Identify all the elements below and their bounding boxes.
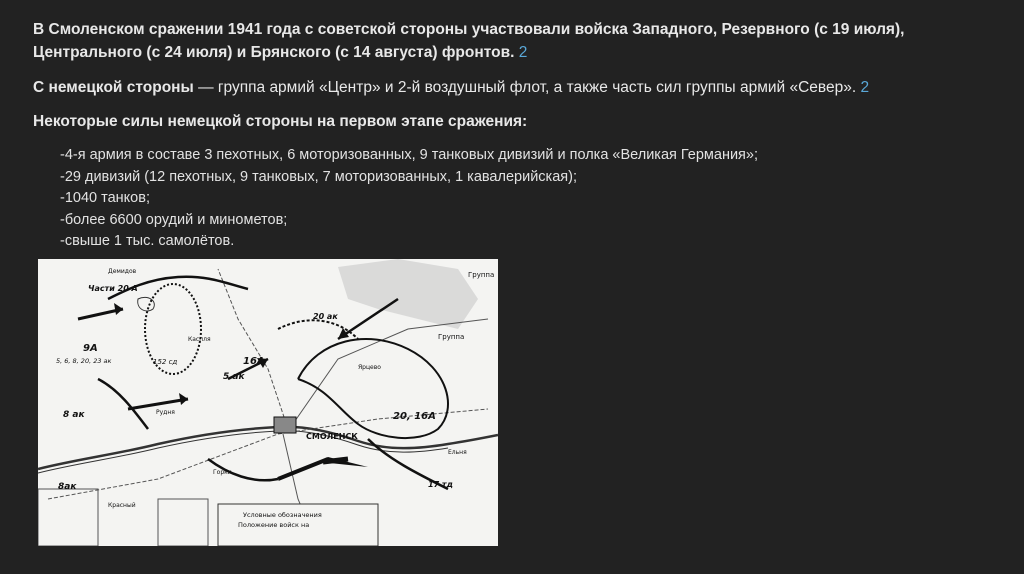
map-label: 8ак	[58, 482, 77, 492]
legend-title: Условные обозначения	[243, 511, 322, 519]
map-label: 16А	[243, 356, 265, 367]
map-label: 8 ак	[63, 410, 85, 420]
map-label: Рудня	[156, 409, 175, 416]
map-label: 20 ак	[313, 312, 338, 321]
list-item: -4-я армия в составе 3 пехотных, 6 моторизованных, 9 танковых дивизий и полка «Великая Германия»;	[60, 147, 759, 163]
map-label: Ельня	[448, 449, 467, 456]
paragraph-soviet-side	[33, 18, 983, 64]
list-item: -свыше 1 тыс. самолётов.	[60, 233, 235, 249]
map-label: Демидов	[108, 268, 137, 275]
battle-map-image	[38, 259, 498, 546]
paragraph-german-lead: С немецкой стороны	[33, 79, 194, 96]
map-label: 5, 6, 8, 20, 23 ак	[56, 357, 112, 365]
legend-subtitle: Положение войск на	[238, 521, 310, 529]
list-item: -1040 танков;	[60, 190, 150, 206]
map-label: Части 20 А	[88, 284, 138, 293]
map-label-city: СМОЛЕНСК	[306, 432, 358, 441]
paragraph-soviet-text: В Смоленском сражении 1941 года с советской стороны участвовали войска Западного, Резервного (с 19 июля), Центрального (с 24 июля) и Брянского (с 14 августа) фронтов.	[33, 21, 905, 61]
map-label: Красный	[108, 502, 136, 509]
map-label: 17 тд	[428, 480, 454, 489]
map-label: Горки	[213, 469, 232, 476]
reference-link[interactable]: 2	[518, 44, 528, 61]
map-label: 152 сд	[153, 358, 178, 366]
paragraph-german-side	[33, 76, 983, 99]
map-label: Группа	[438, 333, 465, 341]
list-item: -более 6600 орудий и минометов;	[60, 211, 288, 228]
map-label: 20, 16А	[393, 411, 436, 422]
map-label: 9А	[83, 343, 98, 354]
list-item: -29 дивизий (12 пехотных, 9 танковых, 7 моторизованных, 1 кавалерийская);	[60, 168, 577, 185]
paragraph-german-text: — группа армий «Центр» и 2-й воздушный флот, а также часть сил группы армий «Север».	[193, 79, 857, 96]
map-label: Каспля	[188, 336, 211, 343]
map-label: 5 ак	[223, 372, 245, 382]
reference-link[interactable]: 2	[860, 79, 870, 96]
map-label: Группа	[468, 271, 495, 279]
map-label: Ярцево	[358, 364, 381, 371]
paragraph-forces-heading: Некоторые силы немецкой стороны на первом этапе сражения:	[33, 113, 528, 130]
forces-list	[60, 145, 758, 253]
